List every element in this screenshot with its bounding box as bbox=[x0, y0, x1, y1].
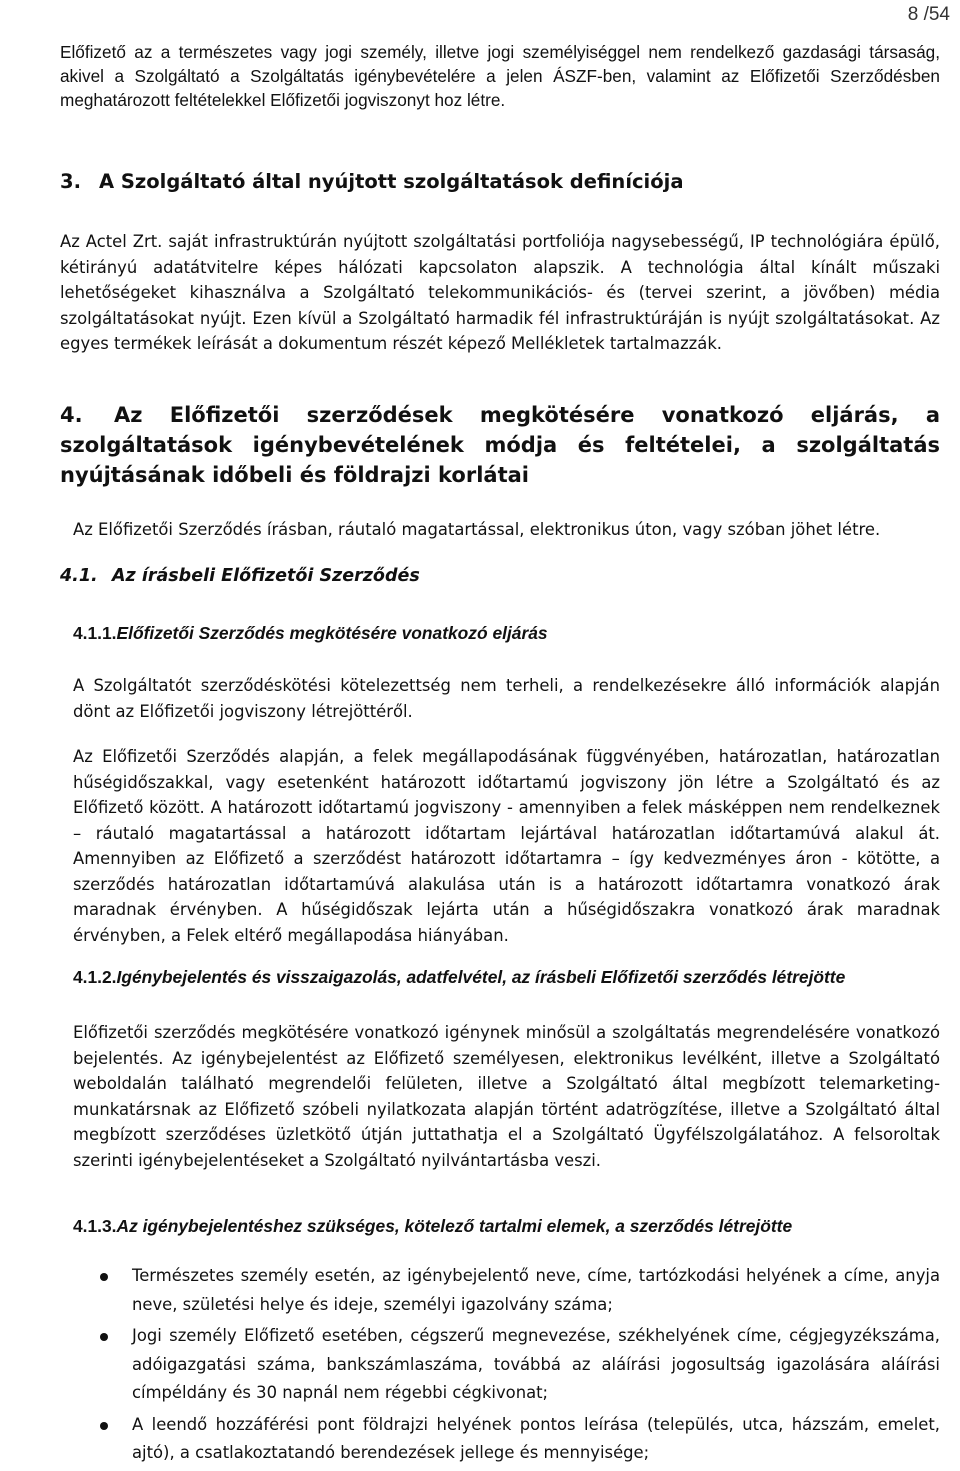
section-3-body bbox=[60, 229, 940, 357]
section-number: 3. bbox=[60, 170, 81, 193]
intro-paragraph: Előfizető az a természetes vagy jogi személy, illetve jogi személyiséggel nem rendelkező gazdasági társaság, akivel a Szolgáltató a Szolgáltatás igénybevételére a jelen ÁSZF-ben, valamint az Előfizetői Szerződésben meghatározott feltételekkel Előfizetői jogviszonyt hoz létre. bbox=[60, 42, 940, 110]
requirements-list bbox=[60, 1262, 940, 1471]
section-4-body bbox=[73, 517, 940, 543]
section-title: Az igénybejelentéshez szükséges, kötelező tartalmi elemek, a szerződés létrejötte bbox=[116, 1216, 793, 1236]
section-title: A Szolgáltató által nyújtott szolgáltatások definíciója bbox=[98, 170, 684, 193]
section-number: 4.1.1. bbox=[73, 623, 117, 643]
section-4-1-2-paragraph: Előfizetői szerződés megkötésére vonatkozó igénynek minősül a szolgáltatás megrendelésére vonatkozó bejelentés. Az igénybejelentést az Előfizető személyesen, elektronikus levélként, illetve a Szolgáltató weboldalán található megrendelői felületen, illetve a Szolgáltató által megbízott telemarketing-munkatársnak az Előfizető szóbeli nyilatkozata alapján történt adatrögzítése, illetve a Szolgáltató által megbízott szerződéses üzletkötő útján juttathatja el a Szolgáltató Ügyfélszolgálatához. A felsoroltak szerinti igénybejelentéseket a Szolgáltató nyilvántartásba veszi. bbox=[73, 1023, 940, 1170]
intro-section bbox=[60, 40, 940, 112]
section-4-heading bbox=[60, 400, 940, 490]
section-title: Az Előfizetői szerződések megkötésére vonatkozó eljárás, a szolgáltatások igénybevételének módja és feltételei, a szolgáltatás nyújtásának időbeli és földrajzi korlátai bbox=[60, 403, 940, 487]
section-4-1-1-paragraph-2: Az Előfizetői Szerződés alapján, a felek megállapodásának függvényében, határozatlan, határozatlan hűségidőszakkal, vagy esetenként határozott időtartamú jogviszony jön létre a Szolgáltató és az Előfizető között. A határozott időtartamú jogviszony - amennyiben a felek másképpen nem rendelkeznek – ráutaló magatartással a határozott időtartam lejártával határozatlan időtartamúvá alakul át. Amennyiben az Előfizető a szerződést határozott időtartamra – így kedvezményes áron - kötötte, a szerződés határozatlan időtartamúvá alakulása után is a határozott időtartamra vonatkozó árak maradnak érvényben. A hűségidőszak lejárta után a hűségidőszakra vonatkozó árak maradnak érvényben, a Felek eltérő megállapodása hiányában. bbox=[73, 747, 940, 945]
bullet-icon bbox=[100, 1333, 108, 1341]
section-4-1-1-paragraph-1: A Szolgáltatót szerződéskötési kötelezettség nem terheli, a rendelkezésekre álló információk alapján dönt az Előfizetői jogviszony létrejöttéről. bbox=[73, 676, 940, 721]
bullet-icon bbox=[100, 1422, 108, 1430]
bullet-icon bbox=[100, 1273, 108, 1281]
section-title: Előfizetői Szerződés megkötésére vonatkozó eljárás bbox=[116, 623, 548, 643]
list-item: Természetes személy esetén, az igénybejelentő neve, címe, tartózkodási helyének a címe, anyja neve, születési helye és ideje, személyi igazolvány száma; bbox=[60, 1262, 940, 1319]
list-item: Jogi személy Előfizető esetében, cégszerű megnevezése, székhelyének címe, cégjegyzékszáma, adóigazgatási száma, bankszámlaszáma, továbbá az aláírási jogosultság igazolására aláírási címpéldány és 30 napnál nem régebbi cégkivonat; bbox=[60, 1322, 940, 1408]
section-3-heading bbox=[60, 170, 940, 193]
section-4-1-heading bbox=[60, 566, 940, 586]
section-number: 4.1. bbox=[60, 566, 98, 586]
section-4-1-1-body bbox=[73, 673, 940, 948]
section-4-1-1-heading bbox=[73, 623, 940, 644]
section-number: 4.1.3. bbox=[73, 1216, 117, 1236]
section-number: 4. bbox=[60, 403, 83, 427]
section-4-1-3-heading bbox=[73, 1216, 940, 1237]
section-number: 4.1.2. bbox=[73, 967, 117, 987]
section-4-1-2-heading bbox=[73, 967, 940, 988]
section-title: Az írásbeli Előfizetői Szerződés bbox=[112, 566, 420, 586]
page-number: 8 /54 bbox=[907, 4, 950, 25]
list-item: A leendő hozzáférési pont földrajzi helyének pontos leírása (település, utca, házszám, emelet, ajtó), a csatlakoztatandó berendezések jellege és mennyisége; bbox=[60, 1411, 940, 1468]
section-title: Igénybejelentés és visszaigazolás, adatfelvétel, az írásbeli Előfizetői szerződés létrejötte bbox=[116, 967, 846, 987]
section-4-1-2-body bbox=[73, 1020, 940, 1173]
section-3-paragraph: Az Actel Zrt. saját infrastruktúrán nyújtott szolgáltatási portfoliója nagysebességű, IP technológiára épülő, kétirányú adatátvitelre képes hálózati kapcsolaton alapszik. A technológia által kínált műszaki lehetőségeket kihasználva a Szolgáltató telekommunikációs- és (tervei szerint, a jövőben) média szolgáltatásokat nyújt. Ezen kívül a Szolgáltató harmadik fél infrastruktúráján is nyújt szolgáltatásokat. Az egyes termékek leírását a dokumentum részét képező Mellékletek tartalmazzák. bbox=[60, 232, 940, 353]
section-4-paragraph: Az Előfizetői Szerződés írásban, ráutaló magatartással, elektronikus úton, vagy szóban jöhet létre. bbox=[73, 520, 881, 539]
